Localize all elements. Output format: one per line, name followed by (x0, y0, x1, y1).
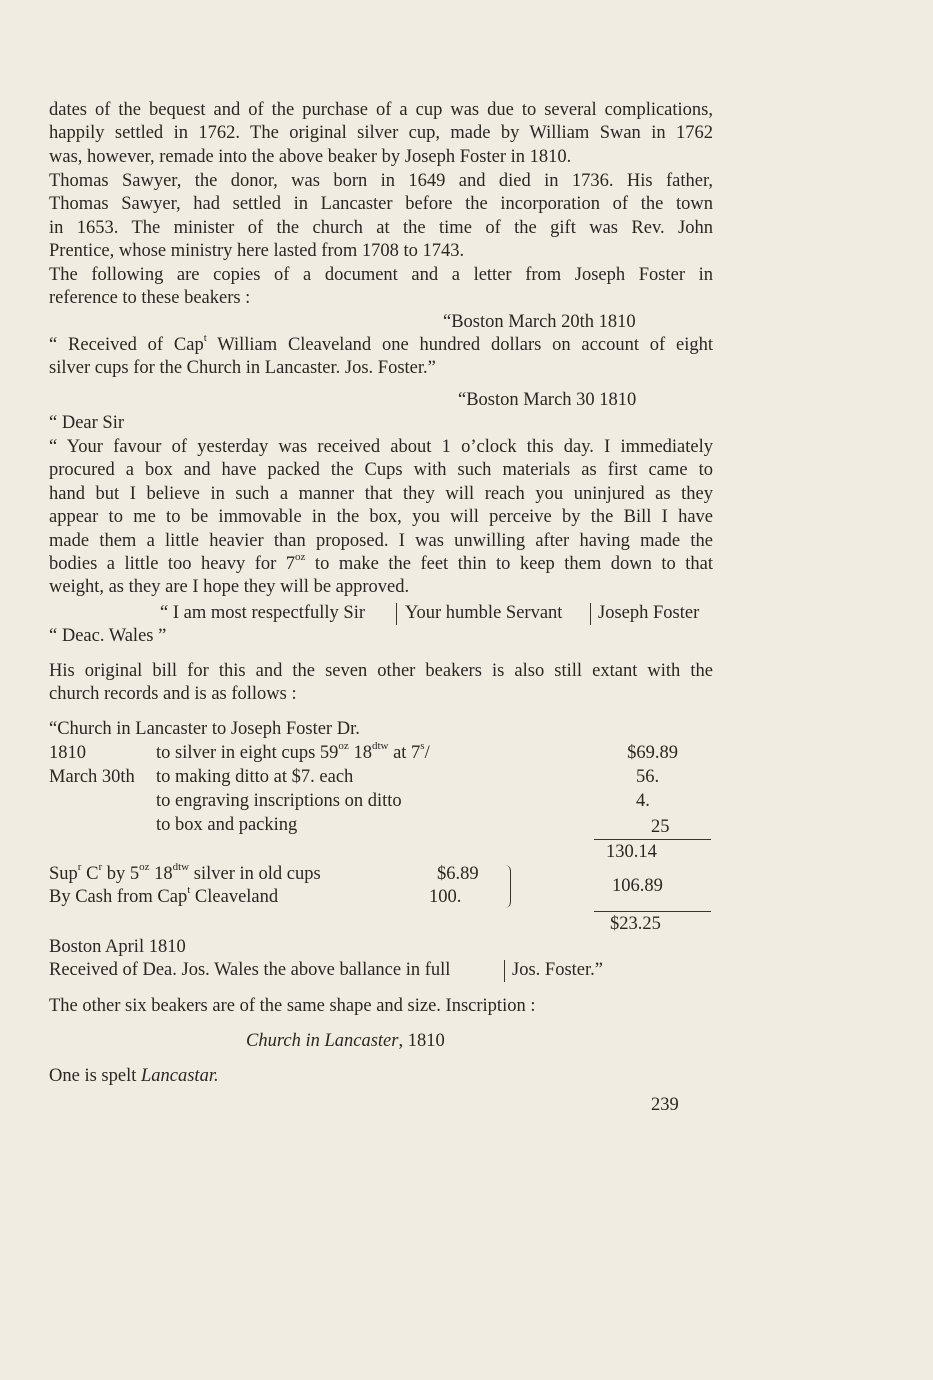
document-dateline: “Boston March 20th 1810 (443, 312, 636, 332)
inscription (246, 1030, 445, 1053)
text-line: Thomas Sawyer, the donor, was born in 1649 and died in 1736. His father, (49, 171, 713, 191)
text-line: Prentice, whose ministry here lasted from 1708 to 1743. (49, 241, 465, 262)
inscription-italic: Church in Lancaster (246, 1031, 399, 1051)
text-line: happily settled in 1762. The original silver cup, made by William Swan in 1762 (49, 123, 713, 144)
bill-amount: $69.89 (627, 743, 678, 763)
text-line: was, however, remade into the above beaker by Joseph Foster in 1810. (49, 146, 572, 167)
letter-signature: Joseph Foster (598, 603, 700, 623)
spelt-italic: Lancastar. (140, 1066, 219, 1086)
letter-body (49, 436, 713, 600)
spelt-prefix: One is spelt (49, 1066, 141, 1086)
credit-amount: 100. (429, 887, 462, 907)
inscription-year: , 1810 (398, 1031, 445, 1051)
credit-item: Sup$^r$ $C^r$ by $5^{oz}$ $18^{dtw}$ silver in old cups (49, 860, 321, 884)
bill-date: March 30th (49, 767, 135, 787)
paragraph-bill-intro (49, 660, 713, 707)
credit-total: 106.89 (612, 876, 663, 896)
letter-closing-2: Your humble Servant (405, 603, 563, 623)
spelling-note (49, 1065, 219, 1088)
bill-amount: 56. (636, 767, 660, 787)
bill-item: to making ditto at $7. each (156, 767, 354, 787)
text-line: silver cups for the Church in Lancaster. Jos. Foster.” (49, 358, 436, 379)
text-line: appear to me to be immovable in the box, you will perceive by the Bill I have (49, 507, 713, 528)
credit-amount: $6.89 (437, 864, 479, 884)
text-line: in 1653. The minister of the church at the time of the gift was Rev. John (49, 217, 713, 238)
bill-date: 1810 (49, 743, 86, 763)
text-line: bodies a little too heavy for $7^{oz}$ to make the feet thin to keep them down to that (49, 550, 713, 575)
other-beakers-text: The other six beakers are of the same shape and size. Inscription : (49, 996, 536, 1016)
paragraph-donor (49, 170, 713, 264)
bill-item: to box and packing (156, 815, 298, 835)
text-line: made them a little heavier than proposed. I was unwilling after having made the (49, 530, 713, 551)
letter-salutation: “ Dear Sir (49, 413, 124, 433)
receipt-text: Received of Dea. Jos. Wales the above ballance in full (49, 960, 451, 980)
divider (504, 960, 505, 982)
credit-brace (505, 865, 511, 908)
text-line: reference to these beakers : (49, 288, 251, 309)
paragraph-bequest (49, 99, 713, 169)
bill-subtotal: 130.14 (606, 842, 657, 862)
document-body (49, 331, 713, 381)
text-line: hand but I believe in such a manner that they will reach you uninjured as they (49, 483, 713, 504)
bill-item: to silver in eight cups $59^{oz}$ $18^{dtw}$ at 7$^s$/ (156, 739, 430, 763)
text-line: “ Your favour of yesterday was received about 1 o’clock this day. I immediately (49, 437, 713, 457)
letter-closing-1: “ I am most respectfully Sir (160, 603, 365, 623)
text-line: The following are copies of a document and a letter from Joseph Foster in (49, 265, 713, 285)
bill-item: to engraving inscriptions on ditto (156, 791, 402, 811)
text-line: His original bill for this and the seven other beakers is also still extant with the (49, 661, 713, 681)
letter-dateline: “Boston March 30 1810 (458, 390, 637, 410)
text-line: church records and is as follows : (49, 684, 297, 705)
bill-balance: $23.25 (610, 914, 661, 934)
bill-amount: 25 (651, 817, 670, 837)
credit-item: By Cash from Cap$^t$ Cleaveland (49, 883, 279, 907)
bill-heading: “Church in Lancaster to Joseph Foster Dr. (49, 719, 360, 739)
page-number: 239 (651, 1095, 679, 1115)
text-line: Thomas Sawyer, had settled in Lancaster before the incorporation of the town (49, 194, 713, 215)
bill-amount: 4. (636, 791, 650, 811)
text-line: dates of the bequest and of the purchase of a cup was due to several complications, (49, 100, 713, 120)
receipt-date: Boston April 1810 (49, 937, 186, 957)
balance-rule (594, 911, 711, 912)
text-line: “ Received of Cap$^t$ William Cleaveland one hundred dollars on account of eight (49, 331, 713, 355)
letter-addressee: “ Deac. Wales ” (49, 626, 167, 646)
text-line: procured a box and have packed the Cups with such materials as first came to (49, 460, 713, 481)
divider (396, 603, 397, 625)
divider (590, 603, 591, 625)
sum-rule (594, 839, 711, 840)
text-line: weight, as they are I hope they will be approved. (49, 577, 410, 598)
receipt-signature: Jos. Foster.” (512, 960, 603, 980)
paragraph-following (49, 264, 713, 311)
